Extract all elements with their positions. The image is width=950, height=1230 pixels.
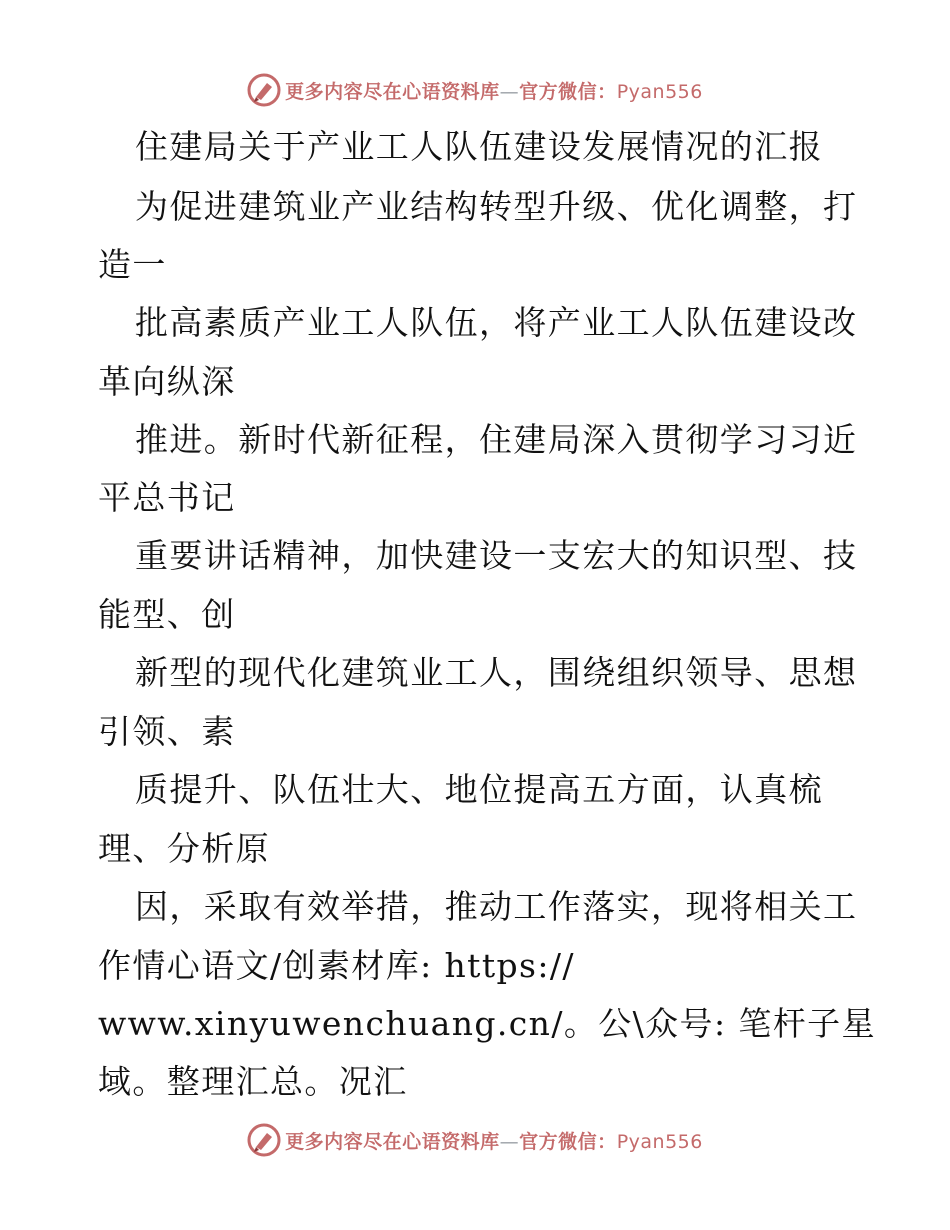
doc-line: 质提升、队伍壮大、地位提高五方面，认真梳 <box>135 770 823 809</box>
doc-line: 新型的现代化建筑业工人，围绕组织领导、思想 <box>135 653 858 692</box>
doc-line: 因，采取有效举措，推动工作落实，现将相关工 <box>135 887 858 926</box>
banner-text <box>285 1127 703 1154</box>
doc-line: 革向纵深 <box>98 362 236 401</box>
doc-line: 引领、素 <box>98 712 236 751</box>
doc-line: 域。整理汇总。况汇 <box>98 1062 408 1101</box>
doc-line: 批高素质产业工人队伍，将产业工人队伍建设改 <box>135 303 858 342</box>
banner-official-label: 官方微信： <box>519 80 617 103</box>
banner-dash: — <box>499 1130 520 1153</box>
doc-line: 重要讲话精神，加快建设一支宏大的知识型、技 <box>135 536 858 575</box>
doc-line: 理、分析原 <box>98 829 270 868</box>
pen-nib-logo-icon <box>247 1123 281 1157</box>
banner-main-text: 更多内容尽在心语资料库 <box>285 80 500 103</box>
doc-line: www.xinyuwenchuang.cn/。公\众号: 笔杆子星 <box>98 1004 876 1043</box>
footer-watermark-banner <box>0 1120 950 1160</box>
banner-wechat-id: Pyan556 <box>616 80 703 103</box>
doc-line: 作情心语文/创素材库: https:// <box>98 946 575 985</box>
banner-main-text: 更多内容尽在心语资料库 <box>285 1130 500 1153</box>
banner-wechat-id: Pyan556 <box>616 1130 703 1153</box>
banner-official-label: 官方微信： <box>519 1130 617 1153</box>
doc-line: 能型、创 <box>98 595 236 634</box>
doc-line: 平总书记 <box>98 478 236 517</box>
banner-dash: — <box>499 80 520 103</box>
doc-line: 为促进建筑业产业结构转型升级、优化调整，打 <box>135 187 858 226</box>
doc-line: 造一 <box>98 245 167 284</box>
doc-line: 推进。新时代新征程，住建局深入贯彻学习习近 <box>135 420 858 459</box>
doc-title: 住建局关于产业工人队伍建设发展情况的汇报 <box>135 127 823 166</box>
